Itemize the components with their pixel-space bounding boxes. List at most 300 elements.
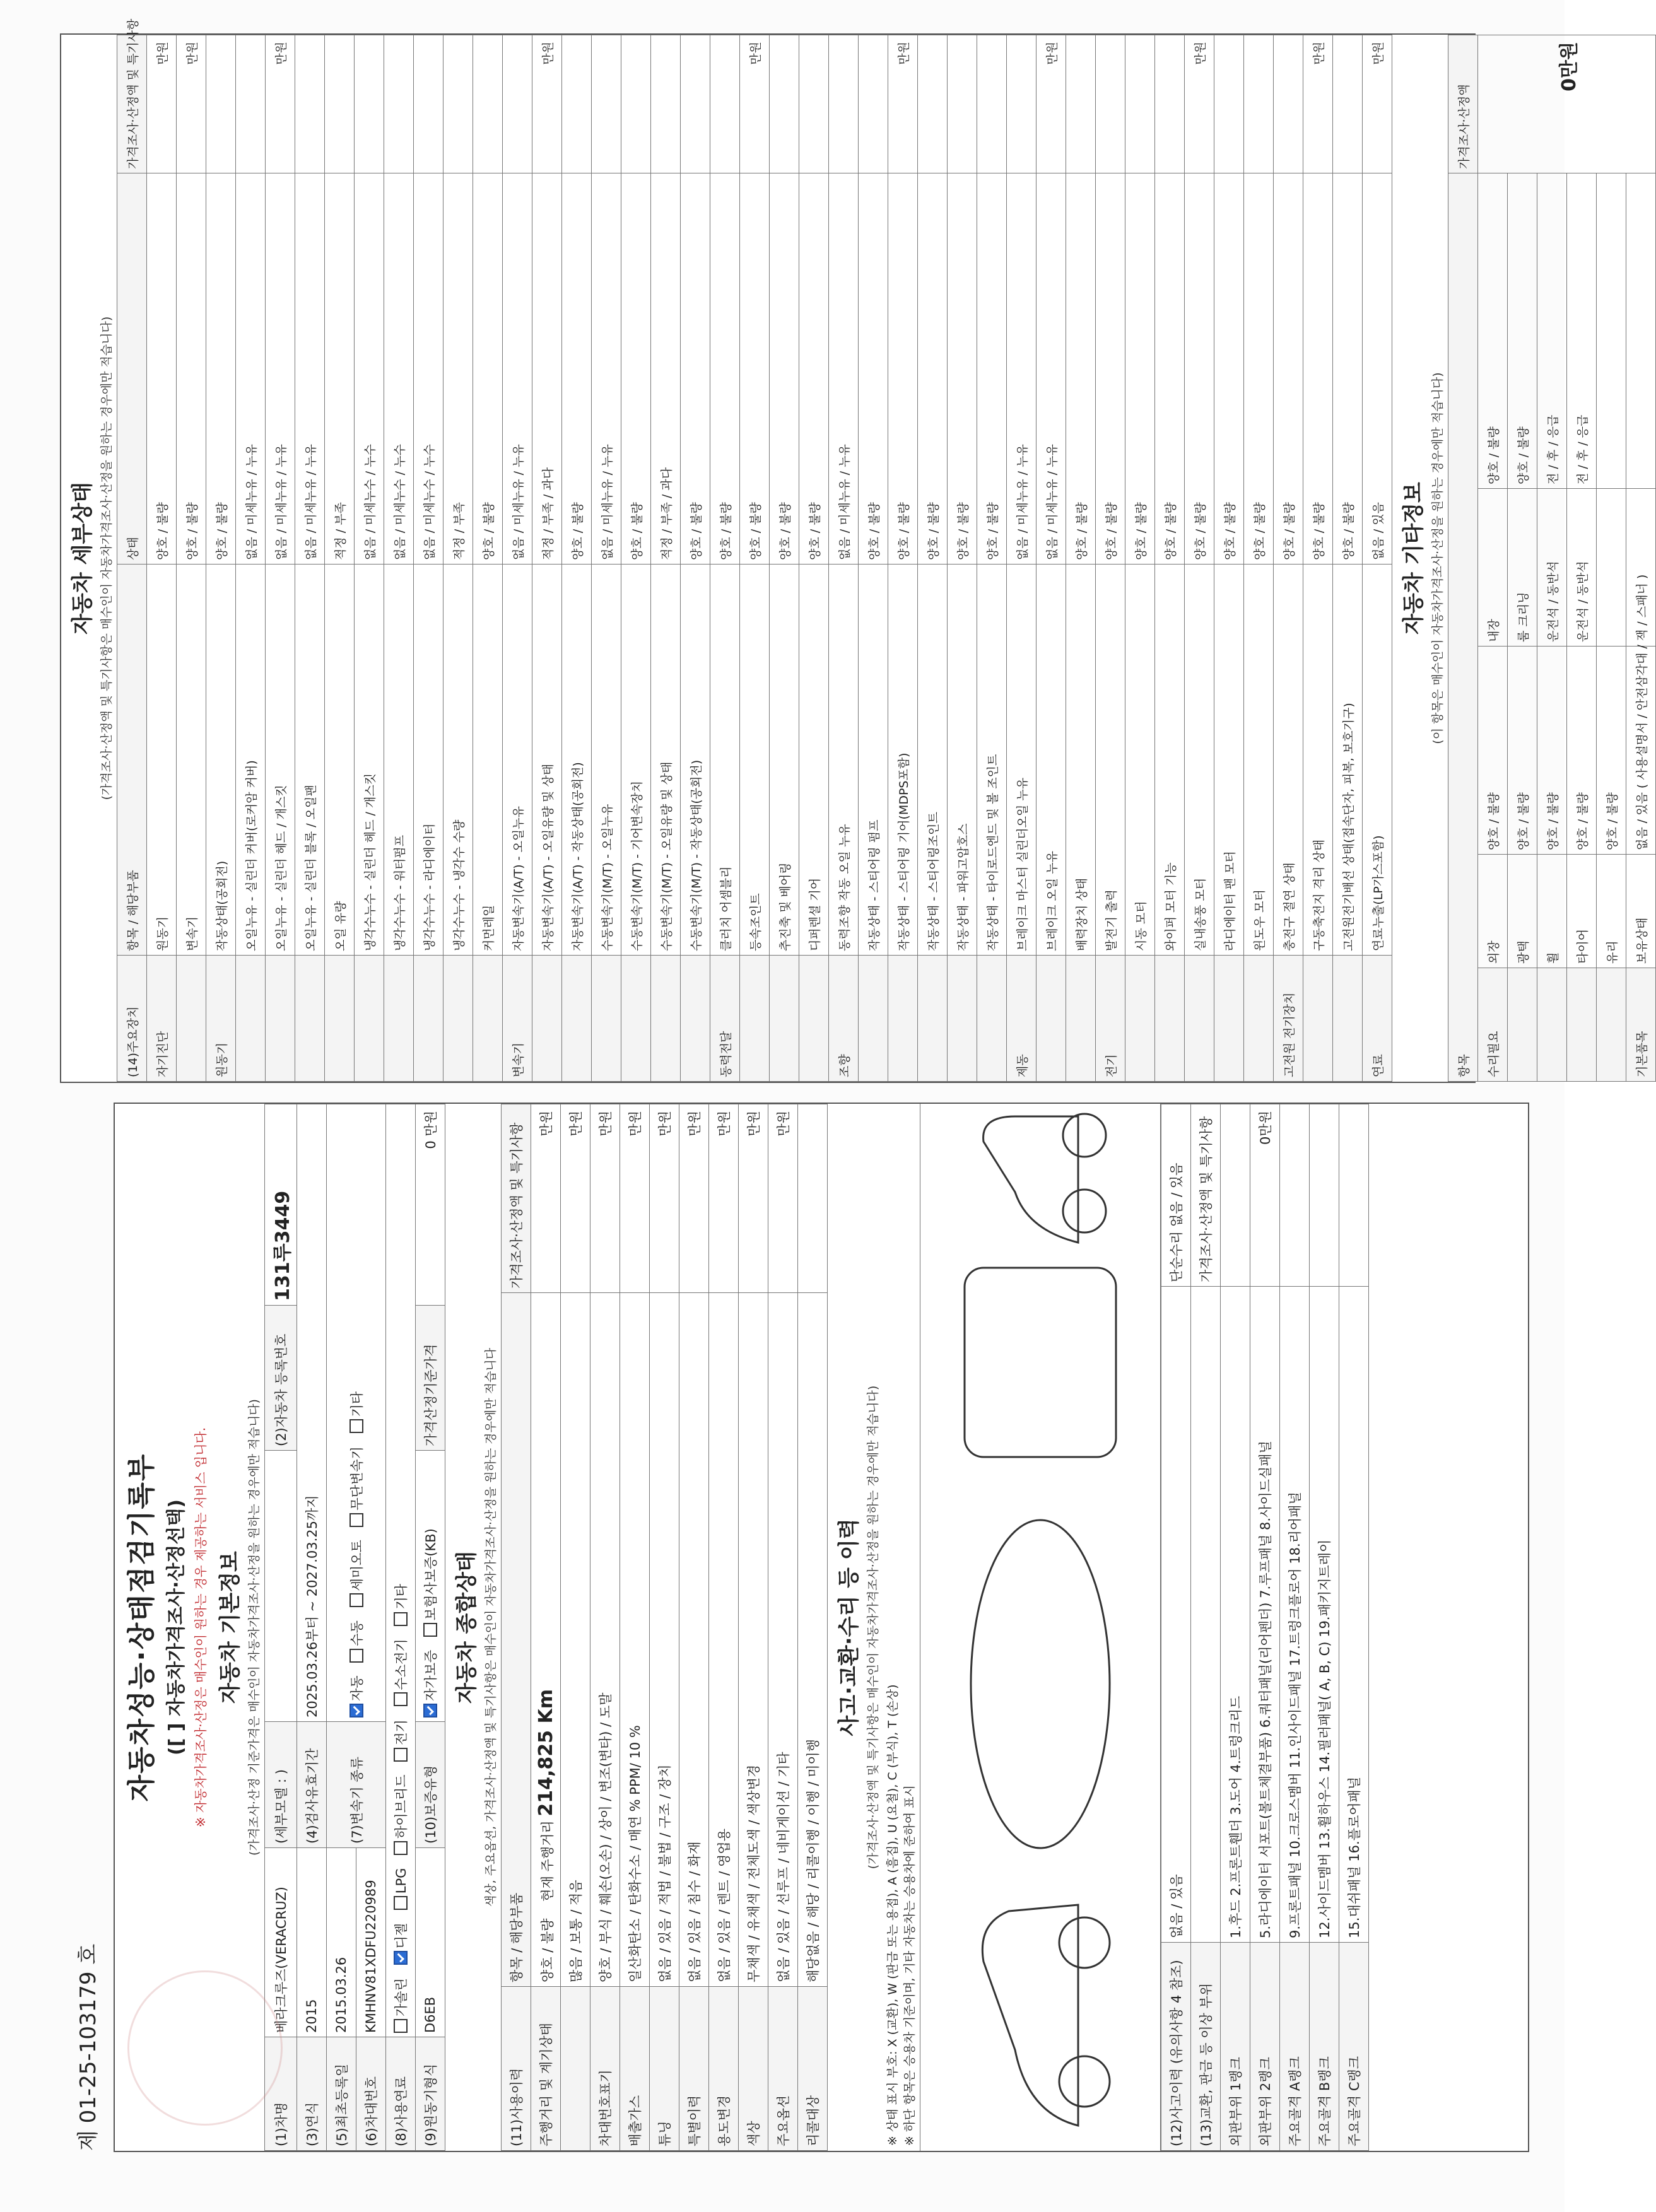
row-state: 없음 / 있음 ( 사용설명서 / 안전삼각대 / 잭 / 스패너 ) <box>1626 647 1656 855</box>
row-unit: 만원 <box>177 35 206 173</box>
table-row <box>325 35 355 1082</box>
row-state: 양호 / 불량 <box>177 173 206 565</box>
row-state: 없음 / 있음 / 침수 / 화재 <box>679 1293 709 1987</box>
row-group <box>236 956 266 1082</box>
row-group <box>681 956 710 1082</box>
table-row <box>327 1104 356 2151</box>
row-item: 휠 <box>1537 855 1567 968</box>
row-state: 적정 / 부족 <box>325 173 355 565</box>
row-right: 0만원 <box>1250 1104 1280 1287</box>
row-group <box>948 956 977 1082</box>
row-label: 주요옵션 <box>768 1987 798 2151</box>
option-label: 가솔린 <box>394 1978 409 2016</box>
value-year: 2015 <box>297 1848 327 2037</box>
row-state: 양호 / 불량 <box>147 173 177 565</box>
table-header-row <box>117 35 147 1082</box>
table-row <box>147 35 177 1082</box>
label-sub-model: (세부모델 : ) <box>265 1722 297 1848</box>
option-label: 수동 <box>349 1620 365 1646</box>
option-hydrogen[interactable] <box>391 1639 410 1706</box>
row-label: 외판부위 2랭크 <box>1250 1943 1280 2151</box>
row-state: 양호 / 불량 <box>799 173 829 565</box>
table-row <box>681 35 710 1082</box>
basic-info-note: (가격조사·산정 기준가격은 매수인이 자동차가격조사·산정을 원하는 경우에만 적습니다) <box>247 1399 261 1856</box>
table-row <box>829 35 859 1082</box>
checkbox[interactable] <box>394 1748 408 1762</box>
row-state: 양호 / 불량 <box>1333 173 1363 565</box>
document-subtitle: ([ ] 자동차가격조사·산정선택) <box>165 1499 187 1755</box>
row-label: 리콜대상 <box>798 1987 828 2151</box>
label-vin: (6)차대번호 <box>356 2037 386 2151</box>
option-label: 전기 <box>394 1719 409 1745</box>
row-item: 오일 유량 <box>325 565 355 956</box>
row-group <box>592 956 621 1082</box>
row-unit <box>384 35 414 173</box>
row-unit: 만원 <box>590 1104 620 1293</box>
row-state: 무채색 / 유채색 / 전체도색 / 색상변경 <box>739 1293 768 1987</box>
row-state: 없음 / 미세누유 / 누유 <box>236 173 266 565</box>
table-row <box>265 1104 297 2151</box>
row-group <box>1214 956 1244 1082</box>
table-row <box>414 35 443 1082</box>
table-row <box>1007 35 1036 1082</box>
table-row <box>386 1104 416 2151</box>
row-item: 작동상태 - 스티어링 펌프 <box>859 565 888 956</box>
row-state-2: 전 / 후 / 응급 <box>1567 173 1597 488</box>
detail-note: (가격조사·산정액 및 특기사항은 매수인이 자동차가격조사·산정을 원하는 경우에만 적습니다) <box>100 316 114 800</box>
row-item: 배력장치 상태 <box>1066 565 1096 956</box>
row-item: 시동 모터 <box>1125 565 1155 956</box>
row-group: 연료 <box>1363 956 1392 1082</box>
row-group <box>1333 956 1363 1082</box>
table-row <box>561 1104 590 2151</box>
row-group: 기본품목 <box>1626 968 1656 1082</box>
row-state: 없음 / 미세누유 / 누유 <box>295 173 325 565</box>
checkbox[interactable] <box>349 1513 363 1527</box>
table-row <box>443 35 473 1082</box>
row-group <box>443 956 473 1082</box>
row-state: 없음 / 미세누유 / 누유 <box>1036 173 1066 565</box>
row-state: 많음 / 보통 / 적음 <box>561 1293 590 1987</box>
checkbox[interactable] <box>349 1649 363 1663</box>
row-item: 변속기 <box>177 565 206 956</box>
row-group <box>651 956 681 1082</box>
row-group <box>1155 956 1185 1082</box>
table-row <box>859 35 888 1082</box>
row-item: 자동변속기(A/T) - 오일누유 <box>503 565 532 956</box>
option-label: 자가보증 <box>423 1649 438 1701</box>
label-warranty: (10)보증유형 <box>416 1722 445 1848</box>
row-state: 없음 / 있음 / 적법 / 불법 / 구조 / 장치 <box>650 1293 679 1987</box>
row-label: 주요골격 B랭크 <box>1310 1943 1339 2151</box>
row-label: 주행거리 및 계기상태 <box>531 1987 561 2151</box>
table-row <box>770 35 799 1082</box>
row-state: 양호 / 불량 <box>948 173 977 565</box>
row-group <box>1125 956 1155 1082</box>
header-use-history: (11)사용이력 <box>502 1987 531 2151</box>
row-state: 양호 / 불량 <box>1214 173 1244 565</box>
row-group: 조향 <box>829 956 859 1082</box>
row-state: 양호 / 불량 <box>473 173 503 565</box>
label-year: (3)연식 <box>297 2037 327 2151</box>
row-group <box>621 956 651 1082</box>
row-state: 양호 / 불량 <box>1508 647 1537 855</box>
value-inspection-period: 2025.03.26부터 ~ 2027.03.25까지 <box>297 1104 327 1722</box>
checkbox[interactable] <box>394 1896 408 1910</box>
table-row <box>1310 1104 1339 2151</box>
row-unit <box>799 35 829 173</box>
table-row <box>531 1104 561 2151</box>
row-state: 일산화탄소 / 탄화수소 / 매연 % PPM/ 10 % <box>620 1293 650 1987</box>
row-item: 냉각수누수 - 라디에이터 <box>414 565 443 956</box>
label-inspection-period: (4)검사유효기간 <box>297 1722 327 1848</box>
table-header-row <box>1448 35 1478 1082</box>
row-label: 튜닝 <box>650 1987 679 2151</box>
row-item: 수동변속기(M/T) - 오일누유 <box>592 565 621 956</box>
row-group <box>1508 968 1537 1082</box>
option-label: 보험사보증(KB) <box>423 1528 438 1621</box>
checkbox[interactable] <box>349 1593 363 1607</box>
row-group <box>473 956 503 1082</box>
header-state: 상태 <box>117 173 147 565</box>
table-row <box>266 35 295 1082</box>
row-value: 12.사이드멤버 13.휠하우스 14.필러패널( A, B, C) 19.패키지트레이 <box>1310 1287 1339 1943</box>
row-state: 없음 / 미세누유 / 누유 <box>1007 173 1036 565</box>
table-row <box>1161 1104 1191 2151</box>
car-side-left-icon <box>982 1905 1078 2126</box>
car-diagram <box>920 1104 1160 2151</box>
value-base-price: 0 만원 <box>416 1104 445 1306</box>
row-unit <box>1155 35 1185 173</box>
checkbox[interactable] <box>394 1841 408 1855</box>
wheel-icon <box>1059 1917 1110 1968</box>
row-item: 자동변속기(A/T) - 작동상태(공회전) <box>562 565 592 956</box>
row-item: 작동상태 - 스티어링조인트 <box>918 565 948 956</box>
option-hybrid[interactable] <box>391 1774 410 1854</box>
table-row <box>1125 35 1155 1082</box>
row-unit <box>1333 35 1363 173</box>
row-group <box>562 956 592 1082</box>
row-group <box>1036 956 1066 1082</box>
header-item: 항목 / 해당부품 <box>117 565 147 956</box>
checkbox[interactable] <box>394 2019 408 2033</box>
row-unit: 만원 <box>1185 35 1214 173</box>
option-label: LPG <box>394 1868 409 1894</box>
row-group <box>1567 968 1597 1082</box>
row-item: 브레이크 오일 누유 <box>1036 565 1066 956</box>
accident-legend: ※ 상태 표시 부호: X (교환), W (판금 또는 용접), A (흠집), U (요철), C (부식), T (손상) <box>886 1684 900 2146</box>
row-unit <box>710 35 740 173</box>
value-sub-model <box>265 1451 297 1722</box>
row-item-2 <box>1597 489 1626 647</box>
document-title: 자동차성능·상태점검기록부 <box>126 1453 158 1802</box>
row-group <box>977 956 1007 1082</box>
option-diesel[interactable] <box>391 1923 410 1965</box>
row-state: 없음 / 미세누유 / 누유 <box>266 173 295 565</box>
table-row <box>1155 35 1185 1082</box>
row-value: 없음 / 있음 <box>1161 1287 1191 1943</box>
table-row <box>532 35 562 1082</box>
table-row <box>918 35 948 1082</box>
row-state: 없음 / 있음 / 렌트 / 영업용 <box>709 1293 739 1987</box>
row-item: 윈도우 모터 <box>1244 565 1274 956</box>
row-state: 적정 / 부족 / 과다 <box>651 173 681 565</box>
row-unit <box>621 35 651 173</box>
row-item: 오일누유 - 실린더 커버(로커암 커버) <box>236 565 266 956</box>
table-row <box>1221 1104 1250 2151</box>
table-row <box>888 35 918 1082</box>
row-group <box>414 956 443 1082</box>
row-unit <box>829 35 859 173</box>
header-detail: 항목 / 해당부품 <box>502 1293 531 1987</box>
row-state: 양호 / 불량 <box>1125 173 1155 565</box>
table-row <box>1333 35 1363 1082</box>
row-value: 5.라디에이터 서포트(볼트체결부품) 6.쿼터패널(리어펜더) 7.루프패널 8.사이드실패널 <box>1250 1287 1280 1943</box>
detail-table <box>117 18 1392 1082</box>
table-row <box>592 35 621 1082</box>
checkbox[interactable] <box>423 1623 437 1637</box>
row-label: (12)사고이력 (유의사항 4 참조) <box>1161 1943 1191 2151</box>
checkbox-checked[interactable] <box>349 1704 363 1718</box>
row-item: 냉각수누수 - 실린더 헤드 / 개스킷 <box>355 565 384 956</box>
table-row <box>798 1104 828 2151</box>
row-group <box>888 956 918 1082</box>
option-auto[interactable] <box>347 1675 366 1718</box>
option-other[interactable] <box>347 1391 366 1434</box>
checkbox-checked[interactable] <box>423 1704 437 1718</box>
row-right <box>1339 1104 1369 1287</box>
row-item: 작동상태 - 스티어링 기어(MDPS포함) <box>888 565 918 956</box>
row-state: 양호 / 불량 <box>770 173 799 565</box>
row-unit <box>1125 35 1155 173</box>
mileage-value: 214,825 Km <box>534 1689 557 1817</box>
row-state: 없음 / 있음 / 선루프 / 네비게이션 / 기타 <box>768 1293 798 1987</box>
checkbox[interactable] <box>349 1420 363 1434</box>
row-unit <box>1274 35 1303 173</box>
row-item: 와이퍼 모터 기능 <box>1155 565 1185 956</box>
table-row <box>562 35 592 1082</box>
header-main: (14)주요장치 <box>117 956 147 1082</box>
row-item: 브레이크 마스터 실린더오일 누유 <box>1007 565 1036 956</box>
row-item: 연료누출(LP가스포함) <box>1363 565 1392 956</box>
row-unit <box>236 35 266 173</box>
table-row <box>679 1104 709 2151</box>
row-label: 주요골격 C랭크 <box>1339 1943 1369 2151</box>
row-group <box>266 956 295 1082</box>
table-row <box>710 35 740 1082</box>
row-unit: 만원 <box>739 1104 768 1293</box>
other-table <box>1448 35 1656 1082</box>
table-row <box>1096 35 1125 1082</box>
row-group: 자기진단 <box>147 956 177 1082</box>
accident-title: 사고·교환·수리 등 이력 <box>837 1518 862 1736</box>
row-unit <box>562 35 592 173</box>
row-item-2: 운전석 / 동반석 <box>1537 489 1567 647</box>
option-label: 하이브리드 <box>394 1774 409 1839</box>
table-row <box>236 35 266 1082</box>
row-group <box>1537 968 1567 1082</box>
right-panel <box>60 18 1649 1083</box>
accident-note: (가격조사·산정액 및 특기사항은 매수인이 자동차가격조사·산정을 원하는 경우에만 적습니다) <box>866 1385 880 1870</box>
table-row <box>768 1104 798 2151</box>
row-state: 없음 / 미세누수 / 누수 <box>414 173 443 565</box>
row-unit <box>206 35 236 173</box>
row-state-2: 전 / 후 / 응급 <box>1537 173 1567 488</box>
checkbox[interactable] <box>394 1692 408 1706</box>
value-engine-type: D6EB <box>416 1848 445 2037</box>
table-row <box>799 35 829 1082</box>
row-unit <box>355 35 384 173</box>
accident-table <box>1161 1104 1369 2151</box>
document-notice: ※ 자동차가격조사·산정은 매수인이 원하는 경우 제공하는 서비스 입니다. <box>193 1427 208 1828</box>
option-fuel-other[interactable] <box>391 1584 410 1626</box>
row-state: 양호 / 부식 / 훼손(오손) / 상이 / 변조(변타) / 도말 <box>590 1293 620 1987</box>
option-label: 자동 <box>349 1675 365 1701</box>
table-row <box>739 1104 768 2151</box>
car-top-icon <box>971 1520 1110 1848</box>
row-unit: 만원 <box>709 1104 739 1293</box>
row-unit: 만원 <box>147 35 177 173</box>
row-label: 외판부위 1랭크 <box>1221 1943 1250 2151</box>
row-state: 양호 / 불량 <box>1066 173 1096 565</box>
row-state: 양호 / 불량 <box>977 173 1007 565</box>
row-item: 충전구 절연 상태 <box>1274 565 1303 956</box>
row-unit: 만원 <box>768 1104 798 1293</box>
row-state: 양호 / 불량 <box>1244 173 1274 565</box>
overall-title: 자동차 종합상태 <box>454 1551 479 1704</box>
row-state: 양호 / 불량 <box>206 173 236 565</box>
row-unit <box>295 35 325 173</box>
table-row <box>1567 35 1597 1082</box>
table-row <box>355 35 384 1082</box>
row-item: 작동상태(공회전) <box>206 565 236 956</box>
row-unit <box>1066 35 1096 173</box>
row-unit <box>473 35 503 173</box>
row-item-2: 운전석 / 동반석 <box>1567 489 1597 647</box>
row-state: 양호 / 불량 <box>1303 173 1333 565</box>
row-item-2: 내장 <box>1478 489 1508 647</box>
row-unit <box>651 35 681 173</box>
row-item: 발전기 출력 <box>1096 565 1125 956</box>
row-unit <box>592 35 621 173</box>
row-item: 고전원전기배선 상태(접속단자, 피복, 보호기구) <box>1333 565 1363 956</box>
checkbox-checked[interactable] <box>394 1951 408 1965</box>
label-plate: (2)자동차 등록번호 <box>265 1306 297 1451</box>
row-right: 가격조사·산정액 및 특기사항 <box>1191 1104 1221 1287</box>
row-label: 배출가스 <box>620 1987 650 2151</box>
table-row <box>1250 1104 1280 2151</box>
stamp-mark <box>127 1970 283 2126</box>
option-self-warranty[interactable] <box>421 1650 440 1718</box>
header-price: 가격조사·산정액 및 특기사항 <box>117 35 147 173</box>
row-item: 타이어 <box>1567 855 1597 968</box>
mileage-label: 현재 주행거리 <box>539 1820 555 1902</box>
overall-note: 색상, 주요옵션, 가격조사·산정액 및 특기사항은 매수인이 자동차가격조사·산정을 원하는 경우에만 적습니다 <box>484 1347 498 1907</box>
option-cvt[interactable] <box>347 1446 366 1526</box>
table-row <box>1280 1104 1310 2151</box>
table-row <box>206 35 236 1082</box>
row-right <box>1221 1104 1250 1287</box>
wheel-icon <box>1063 1190 1106 1232</box>
row-group: 원동기 <box>206 956 236 1082</box>
row-state: 없음 / 미세누수 / 누수 <box>384 173 414 565</box>
table-row <box>621 35 651 1082</box>
row-unit <box>681 35 710 173</box>
option-label: 기타 <box>349 1391 365 1417</box>
row-label: (13)교환, 판금 등 이상 부위 <box>1191 1943 1221 2151</box>
table-row <box>384 35 414 1082</box>
row-state-2: 양호 / 불량 <box>1478 173 1508 488</box>
label-engine-type: (9)원동기형식 <box>416 2037 445 2151</box>
row-unit <box>414 35 443 173</box>
option-lpg[interactable] <box>394 1868 409 1911</box>
row-item: 작동상태 - 타이로드엔드 및 볼 조인트 <box>977 565 1007 956</box>
row-unit: 만원 <box>888 35 918 173</box>
row-item: 수동변속기(M/T) - 기어변속장치 <box>621 565 651 956</box>
row-unit <box>1214 35 1244 173</box>
other-note: (이 항목은 매수인이 자동차가격조사·산정을 원하는 경우에만 적습니다) <box>1431 372 1445 744</box>
option-manual[interactable] <box>347 1620 366 1663</box>
row-group <box>740 956 770 1082</box>
option-electric[interactable] <box>391 1719 410 1762</box>
option-label: 수소전기 <box>394 1639 409 1690</box>
document-number: 제 01-25-103179 호 <box>76 1943 101 2151</box>
option-semi-auto[interactable] <box>347 1540 366 1607</box>
row-item: 디퍼렌셜 기어 <box>799 565 829 956</box>
row-item: 동력조향 작동 오일 누유 <box>829 565 859 956</box>
row-unit <box>948 35 977 173</box>
option-insurance-warranty[interactable] <box>421 1528 440 1637</box>
row-state: 양호 / 불량 <box>1478 647 1508 855</box>
label-transmission: (7)변속기 종류 <box>327 1722 386 1848</box>
table-row <box>1303 35 1333 1082</box>
option-label: 기타 <box>394 1584 409 1610</box>
row-group <box>918 956 948 1082</box>
row-unit: 만원 <box>740 35 770 173</box>
row-group: 제동 <box>1007 956 1036 1082</box>
row-state: 양호 / 불량 <box>1597 647 1626 855</box>
basic-info-title: 자동차 기본정보 <box>218 1551 243 1704</box>
row-unit <box>503 35 532 173</box>
row-item: 구동축전지 격리 상태 <box>1303 565 1333 956</box>
value-plate: 131루3449 <box>265 1104 297 1306</box>
row-group <box>1244 956 1274 1082</box>
row-group <box>384 956 414 1082</box>
row-state: 양호 / 불량 <box>562 173 592 565</box>
row-label: 차대번호표기 <box>590 1987 620 2151</box>
value-car-name: 베라크루즈(VERACRUZ) <box>265 1848 297 2037</box>
row-state: 없음 / 미세누유 / 누유 <box>829 173 859 565</box>
row-state: 없음 / 미세누유 / 누유 <box>503 173 532 565</box>
row-item: 커먼레일 <box>473 565 503 956</box>
row-item: 자동변속기(A/T) - 오일유량 및 상태 <box>532 565 562 956</box>
table-row <box>1191 1104 1221 2151</box>
row-state: 없음 / 미세누유 / 누유 <box>592 173 621 565</box>
checkbox[interactable] <box>394 1612 408 1626</box>
car-frame-icon <box>965 1268 1116 1457</box>
row-state: 양호 / 불량 <box>1155 173 1185 565</box>
table-row <box>1274 35 1303 1082</box>
row-right: 단순수리 없음 / 있음 <box>1161 1104 1191 1287</box>
row-state-2 <box>1597 173 1626 488</box>
table-row <box>977 35 1007 1082</box>
option-gasoline[interactable] <box>391 1978 410 2033</box>
table-row <box>177 35 206 1082</box>
row-group: 전기 <box>1096 956 1125 1082</box>
table-row <box>1508 35 1537 1082</box>
table-row <box>948 35 977 1082</box>
row-state: 양호 / 불량 <box>710 173 740 565</box>
